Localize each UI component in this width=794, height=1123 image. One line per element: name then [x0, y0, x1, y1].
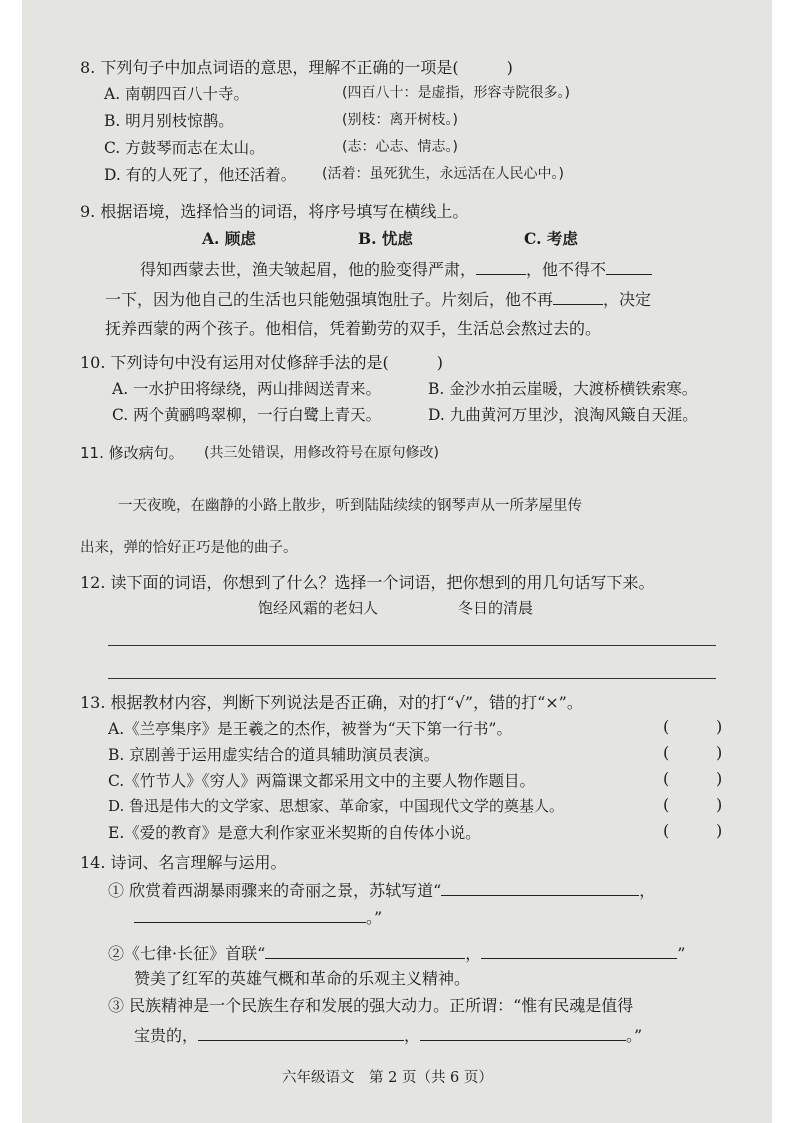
q14-text: ，: [404, 1026, 421, 1045]
q13-answer-paren-close: ): [716, 821, 723, 840]
q9-stem: 9. 根据语境，选择恰当的词语，将序号填写在横线上。: [80, 202, 469, 221]
q13-answer-paren-close: ): [716, 769, 723, 788]
q8-stem: 8. 下列句子中加点词语的意思，理解不正确的一项是( ): [80, 58, 513, 77]
q11-note: (共三处错误，用修改符号在原句修改): [204, 445, 439, 461]
q14-text: ① 欣赏着西湖暴雨骤来的奇丽之景，苏轼写道“: [108, 881, 442, 900]
q10-option-b: B. 金沙水拍云崖暖，大渡桥横铁索寒。: [428, 380, 698, 398]
q14-text: 。”: [366, 908, 383, 927]
q9-choice-b: B. 忧虑: [358, 229, 413, 248]
q13-answer-paren-open: (: [663, 795, 670, 814]
q14-blank-2[interactable]: [134, 908, 366, 923]
q14-text: ，: [639, 881, 656, 900]
q14-text: 宝贵的，: [134, 1026, 199, 1045]
q13-answer-paren-close: ): [716, 717, 723, 736]
q8-option-d: D. 有的人死了，他还活着。: [104, 166, 297, 184]
q14-item-3-line-2: [134, 1023, 642, 1046]
q8-option-b: B. 明月别枝惊鹊。: [104, 112, 234, 130]
q13-item-c: C.《竹节人》《穷人》两篇课文都采用文中的主要人物作题目。: [108, 772, 535, 790]
q13-answer-paren-close: ): [716, 743, 723, 762]
page-footer: 六年级语文 第 2 页（共 6 页）: [282, 1070, 493, 1086]
q13-item-d: D. 鲁迅是伟大的文学家、思想家、革命家，中国现代文学的奠基人。: [108, 797, 565, 815]
q8-option-c: C. 方鼓琴而志在太山。: [104, 139, 265, 157]
q14-item-3-line-1: ③ 民族精神是一个民族生存和发展的强大动力。正所谓：“惟有民魂是值得: [108, 996, 634, 1015]
q9-text: ，他不得不: [526, 260, 607, 279]
q14-stem: 14. 诗词、名言理解与运用。: [80, 853, 287, 872]
q9-text: 一下，因为他自己的生活也只能勉强填饱肚子。片刻后，他不再: [105, 290, 554, 309]
q8-option-d-note: (活着：虽死犹生，永远活在人民心中。): [322, 166, 564, 182]
q13-answer-paren-open: (: [663, 769, 670, 788]
q9-text: 得知西蒙去世，渔夫皱起眉，他的脸变得严肃，: [140, 260, 477, 279]
q8-option-a-note: (四百八十：是虚指，形容寺院很多。): [342, 85, 570, 101]
q14-item-1-line-1: [108, 878, 655, 901]
q13-answer-paren-open: (: [663, 743, 670, 762]
q14-item-2-line-1: [108, 941, 685, 964]
q12-word-1: 饱经风霜的老妇人: [258, 599, 379, 617]
q14-item-2-line-2: 赞美了红军的英雄气概和革命的乐观主义精神。: [134, 969, 471, 988]
q9-paragraph-line-3: 抚养西蒙的两个孩子。他相信，凭着勤劳的双手，生活总会熬过去的。: [105, 319, 602, 338]
q8-option-a: A. 南朝四百八十寺。: [104, 85, 250, 103]
q12-word-2: 冬日的清晨: [458, 599, 534, 617]
q10-option-a: A. 一水护田将绿绕，两山排闼送青来。: [112, 380, 382, 398]
q9-text: ，决定: [603, 290, 652, 309]
q14-text: ，: [465, 944, 482, 963]
q10-option-c: C. 两个黄鹂鸣翠柳，一行白鹭上青天。: [112, 406, 382, 424]
q11-sentence-line-2: 出来，弹的恰好正巧是他的曲子。: [80, 540, 298, 556]
q14-item-1-line-2: [134, 905, 382, 928]
q12-answer-line-2[interactable]: [108, 678, 716, 679]
q13-item-e: E.《爱的教育》是意大利作家亚米契斯的自传体小说。: [108, 824, 481, 842]
q13-answer-paren-close: ): [716, 795, 723, 814]
q9-blank-2[interactable]: [606, 260, 652, 275]
q13-stem: 13. 根据教材内容，判断下列说法是否正确，对的打“√”，错的打“×”。: [80, 693, 583, 712]
q9-blank-1[interactable]: [476, 260, 526, 275]
q13-answer-paren-open: (: [663, 717, 670, 736]
q11-sentence-line-1: 一天夜晚，在幽静的小路上散步，听到陆陆续续的钢琴声从一所茅屋里传: [118, 498, 582, 514]
q11-stem: 11. 修改病句。: [80, 444, 184, 462]
q14-blank-6[interactable]: [420, 1026, 626, 1041]
q14-blank-1[interactable]: [441, 881, 639, 896]
q13-item-b: B. 京剧善于运用虚实结合的道具辅助演员表演。: [108, 746, 440, 764]
q9-choice-a: A. 顾虑: [202, 229, 256, 248]
q12-stem: 12. 读下面的词语，你想到了什么？选择一个词语，把你想到的用几句话写下来。: [80, 573, 655, 592]
q8-option-b-note: (别枝：离开树枝。): [342, 112, 458, 128]
q14-text: 。”: [626, 1026, 643, 1045]
q14-blank-4[interactable]: [481, 944, 677, 959]
q14-blank-3[interactable]: [265, 944, 465, 959]
q9-blank-3[interactable]: [553, 290, 603, 305]
q14-text: ”: [677, 944, 686, 963]
q10-stem: 10. 下列诗句中没有运用对仗修辞手法的是( ): [80, 353, 444, 372]
q8-option-c-note: (志：心志、情志。): [342, 139, 458, 155]
q14-blank-5[interactable]: [198, 1026, 404, 1041]
q10-option-d: D. 九曲黄河万里沙，浪淘风簸自天涯。: [428, 406, 698, 424]
q9-paragraph-line-2: [105, 287, 651, 310]
q14-text: ②《七律·长征》首联“: [108, 944, 266, 963]
q13-answer-paren-open: (: [663, 821, 670, 840]
q9-choice-c: C. 考虑: [524, 229, 578, 248]
q12-answer-line-1[interactable]: [108, 645, 716, 646]
q13-item-a: A.《兰亭集序》是王羲之的杰作，被誉为“天下第一行书”。: [108, 720, 512, 738]
q9-paragraph-line-1: [140, 257, 652, 280]
